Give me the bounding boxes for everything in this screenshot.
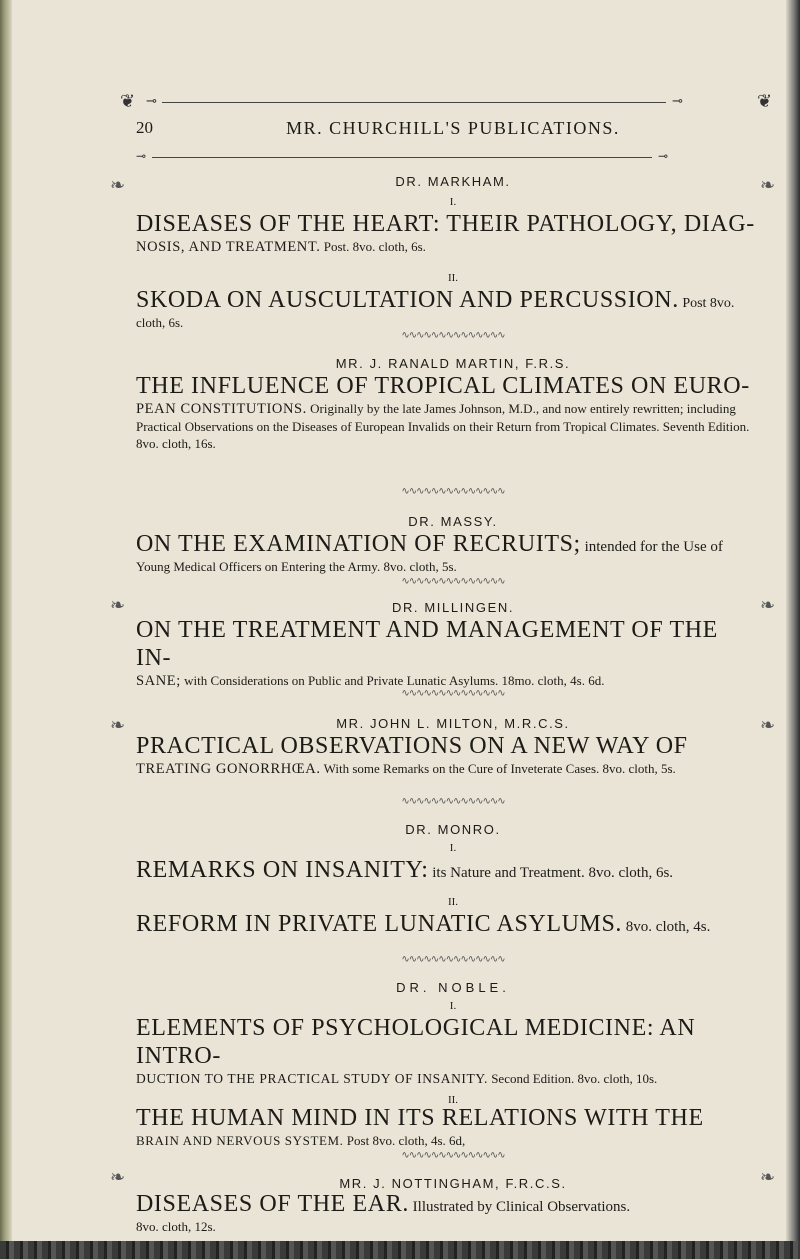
- book-title: ON THE TREATMENT AND MANAGEMENT OF THE IN-: [136, 617, 718, 671]
- book-details: Second Edition. 8vo. cloth, 10s.: [487, 1071, 658, 1086]
- book-entry: [136, 530, 756, 575]
- page-number: 20: [136, 118, 153, 137]
- section-divider: ∿∿∿∿∿∿∿∿∿∿∿∿∿∿: [401, 1150, 505, 1161]
- book-title: REMARKS ON INSANITY:: [136, 857, 429, 883]
- book-details: With some Remarks on the Cure of Inveterate Cases. 8vo. cloth, 5s.: [320, 761, 676, 776]
- book-title-continuation: NOSIS, AND TREATMENT.: [136, 239, 321, 255]
- book-details: its Nature and Treatment. 8vo. cloth, 6s.: [428, 865, 674, 881]
- book-entry: [136, 286, 756, 331]
- entry-numeral: II.: [447, 896, 459, 908]
- page-edge-left: [0, 0, 12, 1259]
- book-details: Originally by the late James Johnson, M.D., and now entirely rewritten; including Practical Observations on the Diseases of European Invalids on their Return from Tropical Climates. Seventh Edition. 8vo. cloth, 16s.: [136, 401, 750, 451]
- book-entry: [136, 732, 756, 778]
- book-details: Post. 8vo. cloth, 6s.: [320, 239, 426, 254]
- book-details-continuation: Young Medical Officers on Entering the Army. 8vo. cloth, 5s.: [136, 559, 457, 574]
- book-details-continuation: cloth, 6s.: [136, 315, 184, 330]
- rule-end-icon: ⊸: [136, 149, 147, 163]
- book-entry: [136, 856, 756, 884]
- page-bottom-strip: [0, 1241, 800, 1259]
- side-ornament-icon: ❧: [760, 715, 776, 735]
- author-heading: MR. JOHN L. MILTON, M.R.C.S.: [336, 716, 570, 731]
- book-title: DISEASES OF THE EAR.: [136, 1191, 409, 1217]
- entry-numeral: II.: [447, 272, 459, 284]
- book-title-continuation: DUCTION TO THE PRACTICAL STUDY OF INSANITY.: [136, 1071, 488, 1086]
- fleuron-icon: ❦: [120, 91, 136, 111]
- side-ornament-icon: ❧: [110, 595, 126, 615]
- book-title: PRACTICAL OBSERVATIONS ON A NEW WAY OF: [136, 733, 688, 759]
- book-title: REFORM IN PRIVATE LUNATIC ASYLUMS.: [136, 911, 623, 937]
- top-rule: [162, 102, 666, 103]
- entry-numeral: I.: [449, 842, 457, 854]
- book-entry: [136, 1104, 756, 1149]
- book-title-continuation: BRAIN AND NERVOUS SYSTEM.: [136, 1133, 344, 1148]
- book-details: Illustrated by Clinical Observations.: [408, 1199, 631, 1215]
- author-heading: DR. MASSY.: [408, 514, 498, 529]
- entry-numeral: I.: [449, 196, 457, 208]
- book-entry: [136, 210, 756, 257]
- book-title: DISEASES OF THE HEART: THEIR PATHOLOGY, DIAG-: [136, 211, 755, 237]
- book-title-continuation: TREATING GONORRHŒA.: [136, 761, 321, 777]
- book-entry: [136, 1190, 756, 1235]
- side-ornament-icon: ❧: [110, 1167, 126, 1187]
- fleuron-icon: ❦: [757, 91, 773, 111]
- author-heading: MR. J. NOTTINGHAM, F.R.C.S.: [339, 1176, 567, 1191]
- rule-end-icon: ⊸: [146, 93, 157, 108]
- page-title: MR. CHURCHILL'S PUBLICATIONS.: [286, 118, 620, 138]
- book-title: ELEMENTS OF PSYCHOLOGICAL MEDICINE: AN INTRO-: [136, 1015, 696, 1069]
- book-title-continuation: SANE;: [136, 673, 181, 689]
- section-divider: ∿∿∿∿∿∿∿∿∿∿∿∿∿∿: [401, 576, 505, 587]
- author-heading: DR. MONRO.: [405, 822, 501, 837]
- author-heading: DR. MILLINGEN.: [391, 600, 515, 615]
- side-ornament-icon: ❧: [760, 175, 776, 195]
- book-details: Post 8vo. cloth, 4s. 6d,: [343, 1133, 466, 1148]
- book-title: ON THE EXAMINATION OF RECRUITS;: [136, 531, 581, 557]
- book-title: THE INFLUENCE OF TROPICAL CLIMATES ON EURO-: [136, 373, 750, 399]
- book-details-continuation: 8vo. cloth, 12s.: [136, 1219, 216, 1234]
- side-ornament-icon: ❧: [760, 1167, 776, 1187]
- book-entry: [136, 616, 756, 690]
- author-heading: MR. J. RANALD MARTIN, F.R.S.: [335, 356, 571, 371]
- book-details: with Considerations on Public and Private Lunatic Asylums. 18mo. cloth, 4s. 6d.: [180, 673, 605, 688]
- book-details: intended for the Use of: [580, 539, 723, 555]
- author-heading: DR. MARKHAM.: [395, 174, 511, 189]
- rule-end-icon: ⊸: [658, 149, 669, 163]
- book-entry: [136, 372, 756, 452]
- side-ornament-icon: ❧: [110, 715, 126, 735]
- book-page: [110, 88, 794, 1234]
- book-details: Post 8vo.: [678, 296, 735, 311]
- book-details: 8vo. cloth, 4s.: [622, 919, 711, 935]
- side-ornament-icon: ❧: [760, 595, 776, 615]
- head-rule: [152, 157, 652, 158]
- entry-numeral: II.: [447, 1094, 459, 1106]
- running-head: [112, 118, 794, 142]
- side-ornament-icon: ❧: [110, 175, 126, 195]
- rule-end-icon: ⊸: [672, 93, 683, 108]
- book-title: SKODA ON AUSCULTATION AND PERCUSSION.: [136, 287, 679, 313]
- book-entry: [136, 910, 756, 938]
- author-heading: DR. NOBLE.: [396, 980, 510, 995]
- book-title-continuation: PEAN CONSTITUTIONS.: [136, 401, 307, 417]
- section-divider: ∿∿∿∿∿∿∿∿∿∿∿∿∿∿: [401, 796, 505, 807]
- section-divider: ∿∿∿∿∿∿∿∿∿∿∿∿∿∿: [401, 954, 505, 965]
- section-divider: ∿∿∿∿∿∿∿∿∿∿∿∿∿∿: [401, 330, 505, 341]
- book-title: THE HUMAN MIND IN ITS RELATIONS WITH THE: [136, 1105, 704, 1131]
- entry-numeral: I.: [449, 1000, 457, 1012]
- section-divider: ∿∿∿∿∿∿∿∿∿∿∿∿∿∿: [401, 486, 505, 497]
- book-entry: [136, 1014, 756, 1087]
- section-divider: ∿∿∿∿∿∿∿∿∿∿∿∿∿∿: [401, 688, 505, 699]
